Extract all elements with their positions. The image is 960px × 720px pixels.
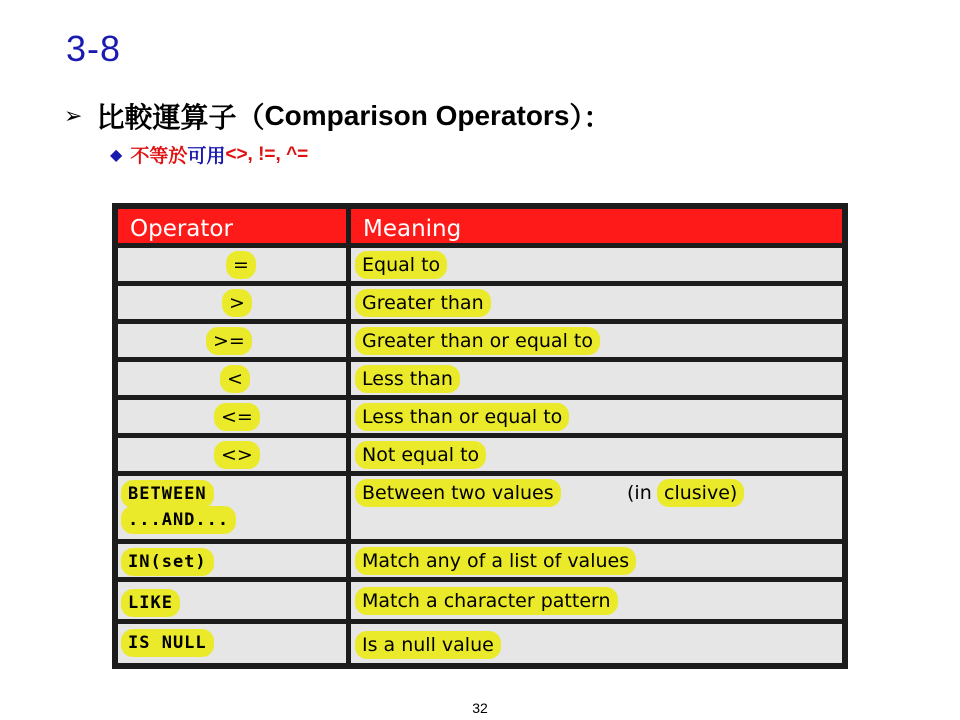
meaning-cell-inclusive: clusive) <box>657 479 744 507</box>
bullet1-zh-end: ）： <box>569 102 612 133</box>
bullet-comparison-operators <box>64 96 611 136</box>
table-row <box>118 438 842 471</box>
table-row <box>118 624 842 663</box>
bullet2-red: 不等於 <box>130 146 188 167</box>
meaning-cell: Match any of a list of values <box>355 547 636 575</box>
table-row <box>118 248 842 281</box>
meaning-cell: Not equal to <box>355 441 486 469</box>
table-row <box>118 324 842 357</box>
meaning-cell: Is a null value <box>355 631 501 659</box>
operator-cell: IN(set) <box>121 548 214 576</box>
table-row <box>118 544 842 577</box>
operator-cell: < <box>220 365 250 393</box>
operator-cell: IS NULL <box>121 629 214 657</box>
arrow-bullet-icon: ➢ <box>64 103 83 128</box>
bullet1-en: Comparison Operators <box>264 100 570 131</box>
table-row <box>118 582 842 619</box>
meaning-cell: Greater than or equal to <box>355 327 600 355</box>
operator-cell: > <box>222 289 252 317</box>
table-row <box>118 400 842 433</box>
bullet-not-equal <box>110 141 308 168</box>
meaning-cell: Equal to <box>355 251 447 279</box>
table-row <box>118 286 842 319</box>
operator-table <box>112 203 848 669</box>
operator-cell-between: BETWEEN <box>121 480 214 508</box>
bullet2-rest: <>, !=, ^= <box>225 143 309 165</box>
page-number: 32 <box>472 700 488 716</box>
header-meaning: Meaning <box>363 216 462 242</box>
bullet2-blue: 可用 <box>187 146 226 167</box>
meaning-cell: Match a character pattern <box>355 587 618 615</box>
meaning-cell-in: (in <box>627 482 652 504</box>
operator-cell: <= <box>214 403 260 431</box>
meaning-cell: Less than or equal to <box>355 403 569 431</box>
meaning-cell: Less than <box>355 365 460 393</box>
table-row <box>118 476 842 539</box>
bullet1-zh: 比較運算子（ <box>96 102 265 133</box>
operator-cell-and: ...AND... <box>121 506 236 534</box>
meaning-cell: Greater than <box>355 289 491 317</box>
operator-cell: >= <box>206 327 252 355</box>
table-header <box>118 209 842 243</box>
header-operator: Operator <box>130 216 233 242</box>
operator-cell: <> <box>214 441 260 469</box>
operator-cell: LIKE <box>121 589 180 617</box>
meaning-cell-between: Between two values <box>355 479 561 507</box>
slide-title: 3-8 <box>66 28 122 69</box>
table-row <box>118 362 842 395</box>
diamond-bullet-icon: ◆ <box>110 146 123 164</box>
operator-cell: = <box>226 251 256 279</box>
